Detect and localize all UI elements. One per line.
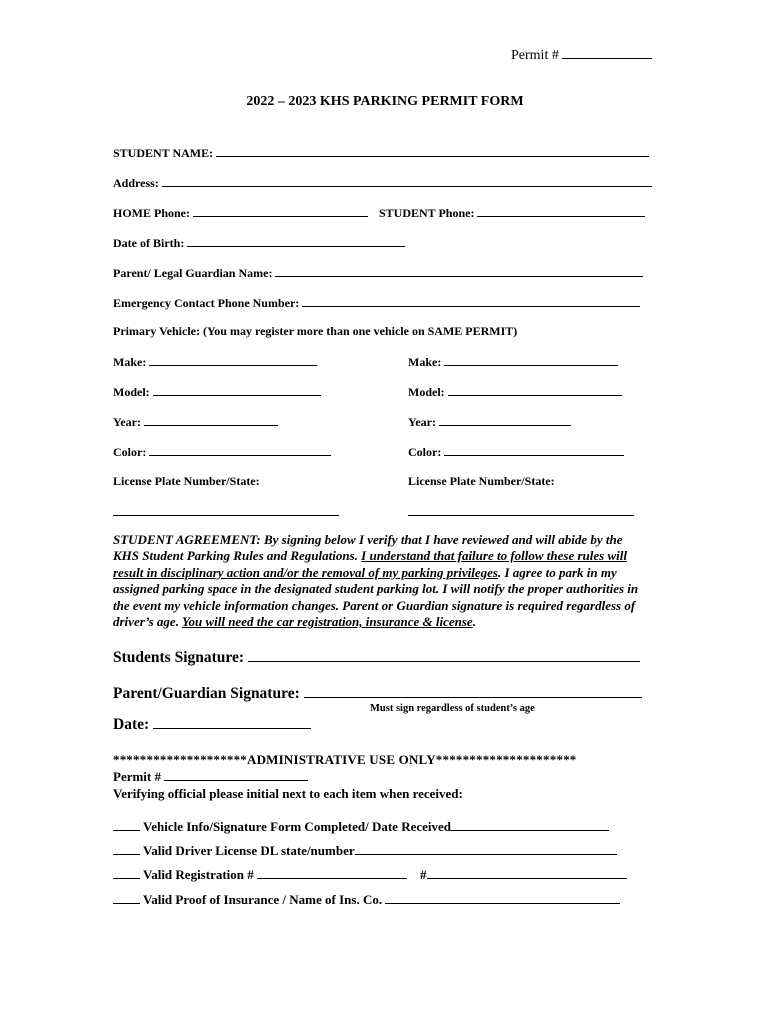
address-label: Address: [113, 176, 159, 190]
student-signature-row [113, 648, 640, 667]
vehicle2-model-field[interactable] [448, 384, 622, 396]
home-phone-row [113, 205, 368, 221]
date-row [113, 715, 311, 734]
guardian-signature-field[interactable] [304, 684, 642, 698]
admin-item1-label: Vehicle Info/Signature Form Completed/ Date Received [143, 819, 451, 834]
vehicle2-plate-label: License Plate Number/State: [408, 474, 555, 488]
admin-instructions: Verifying official please initial next to each item when received: [113, 786, 463, 801]
admin-item4-label: Valid Proof of Insurance / Name of Ins. Co. [143, 892, 383, 907]
guardian-signature-row [113, 684, 642, 703]
vehicle2-plate-field[interactable] [408, 504, 634, 516]
guardian-signature-note: Must sign regardless of student’s age [370, 703, 535, 714]
student-name-field[interactable] [216, 145, 649, 157]
admin-permit-field[interactable] [164, 769, 308, 781]
vehicle1-year-field[interactable] [144, 414, 278, 426]
admin-item-registration [113, 867, 627, 883]
vehicle2-year-label: Year: [408, 415, 436, 429]
admin-item3-extra-field[interactable] [427, 867, 627, 879]
agreement-intro: STUDENT AGREEMENT: By signing below I verify that I have reviewed and will abide by the KHS Student Parking Rules and Regulations. [113, 532, 623, 564]
vehicle2-make-label: Make: [408, 355, 442, 369]
student-name-row [113, 145, 649, 161]
permit-number-label: Permit # [511, 48, 559, 63]
agreement-consequence: I understand that failure to follow these rules will result in disciplinary action and/or the removal of my parking privileges [113, 548, 627, 580]
vehicle2-model-label: Model: [408, 385, 445, 399]
dob-row [113, 235, 405, 251]
admin-permit-label: Permit # [113, 769, 162, 784]
vehicle1-plate-label: License Plate Number/State: [113, 474, 260, 488]
guardian-name-field[interactable] [275, 265, 643, 277]
admin-item2-initial-field[interactable] [113, 843, 140, 855]
student-phone-label: STUDENT Phone: [379, 206, 475, 220]
dob-label: Date of Birth: [113, 236, 185, 250]
vehicle2-year-field[interactable] [439, 414, 571, 426]
date-label: Date: [113, 716, 150, 733]
emergency-phone-field[interactable] [302, 295, 640, 307]
vehicle1-year-row [113, 414, 278, 430]
vehicle2-plate-row [408, 503, 634, 521]
admin-item3-registration-field[interactable] [257, 867, 407, 879]
home-phone-label: HOME Phone: [113, 206, 190, 220]
admin-item1-date-field[interactable] [451, 819, 609, 831]
vehicle1-model-label: Model: [113, 385, 150, 399]
admin-item-driver-license [113, 843, 617, 859]
vehicle1-model-field[interactable] [153, 384, 321, 396]
vehicle2-color-label: Color: [408, 445, 442, 459]
vehicle1-make-field[interactable] [149, 354, 317, 366]
admin-item2-number-field[interactable] [355, 843, 617, 855]
student-signature-field[interactable] [248, 648, 640, 662]
permit-number-field[interactable] [562, 47, 652, 59]
address-row [113, 175, 652, 191]
primary-vehicle-intro: Primary Vehicle: (You may register more than one vehicle on SAME PERMIT) [113, 324, 518, 338]
admin-header: ********************ADMINISTRATIVE USE ONLY********************* [113, 752, 577, 767]
student-name-label: STUDENT NAME: [113, 146, 214, 160]
admin-item-insurance [113, 892, 620, 908]
admin-item4-initial-field[interactable] [113, 892, 140, 904]
student-phone-field[interactable] [477, 205, 645, 217]
agreement-requirements: You will need the car registration, insurance & license [181, 614, 473, 630]
form-title: 2022 – 2023 KHS PARKING PERMIT FORM [246, 94, 524, 109]
date-field[interactable] [153, 715, 311, 729]
admin-item4-company-field[interactable] [385, 892, 620, 904]
dob-field[interactable] [187, 235, 405, 247]
guardian-name-row [113, 265, 643, 281]
admin-item3-label: Valid Registration # [143, 867, 254, 882]
vehicle1-model-row [113, 384, 321, 400]
admin-item1-initial-field[interactable] [113, 819, 140, 831]
student-signature-label: Students Signature: [113, 649, 245, 666]
vehicle1-plate-field[interactable] [113, 504, 339, 516]
vehicle1-make-label: Make: [113, 355, 147, 369]
agreement-period: . [472, 614, 476, 630]
admin-item2-label: Valid Driver License DL state/number [143, 843, 355, 858]
vehicle1-color-field[interactable] [149, 444, 331, 456]
vehicle2-make-row [408, 354, 618, 370]
guardian-signature-label: Parent/Guardian Signature: [113, 685, 300, 702]
admin-permit-row [113, 769, 308, 785]
vehicle2-model-row [408, 384, 622, 400]
vehicle1-plate-row [113, 503, 339, 521]
vehicle2-color-field[interactable] [444, 444, 624, 456]
vehicle1-make-row [113, 354, 317, 370]
student-phone-row [379, 205, 645, 221]
guardian-name-label: Parent/ Legal Guardian Name: [113, 266, 273, 280]
admin-item3-hash: # [420, 867, 427, 882]
address-field[interactable] [162, 175, 652, 187]
vehicle2-make-field[interactable] [444, 354, 618, 366]
agreement-terms: . I agree to park in my assigned parking space in the designated student parking lot. I will notify the proper authorities in the event my vehicle information changes. Parent or Guardian signature is required regardless of driver’s age. [113, 564, 639, 630]
permit-number-top [511, 47, 652, 64]
home-phone-field[interactable] [193, 205, 368, 217]
emergency-phone-row [113, 295, 640, 311]
student-agreement [113, 532, 648, 630]
admin-item-vehicle-info [113, 819, 609, 835]
emergency-phone-label: Emergency Contact Phone Number: [113, 296, 300, 310]
admin-item3-initial-field[interactable] [113, 867, 140, 879]
vehicle1-color-label: Color: [113, 445, 147, 459]
vehicle1-year-label: Year: [113, 415, 141, 429]
vehicle2-year-row [408, 414, 571, 430]
vehicle2-color-row [408, 444, 624, 460]
vehicle1-color-row [113, 444, 331, 460]
